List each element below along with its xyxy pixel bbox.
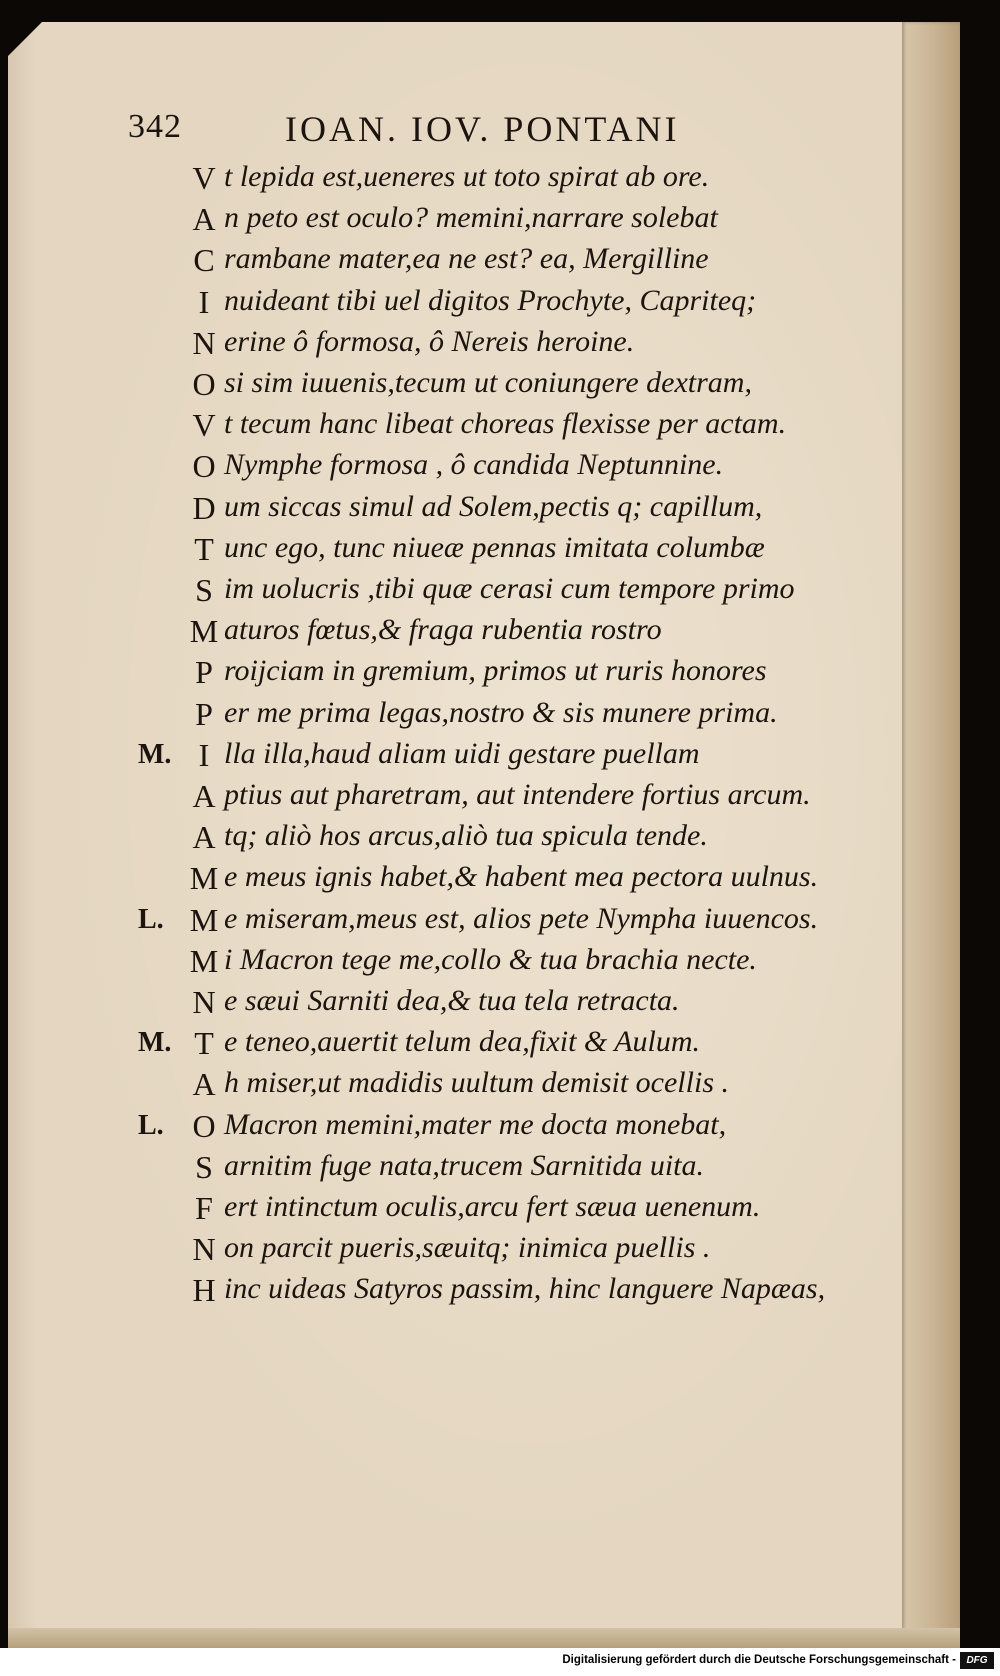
verse-text: aturos fœtus,& fraga rubentia rostro bbox=[224, 613, 662, 647]
verse-initial: I bbox=[198, 736, 210, 773]
verse-line bbox=[0, 572, 900, 612]
verse-text: er me prima legas,nostro & sis munere prima. bbox=[224, 695, 778, 729]
speaker-mark: M. bbox=[138, 738, 172, 770]
verse-line bbox=[0, 860, 900, 900]
verse-line bbox=[0, 160, 900, 200]
verse-line bbox=[0, 819, 900, 859]
verse-text: si sim iuuenis,tecum ut coniungere dextram, bbox=[224, 366, 752, 399]
speaker-mark: L. bbox=[138, 1109, 164, 1141]
verse-line bbox=[0, 1231, 900, 1271]
verse-line bbox=[0, 284, 900, 324]
verse-text: inc uideas Satyros passim, hinc languere Napæas, bbox=[224, 1272, 826, 1306]
verse-text: Macron memini,mater me docta monebat, bbox=[224, 1107, 727, 1141]
speaker-mark: L. bbox=[138, 903, 164, 935]
verse-line bbox=[0, 902, 900, 942]
verse-text: e teneo,auertit telum dea,fixit & Aulum. bbox=[224, 1025, 701, 1059]
verse-line bbox=[0, 1190, 900, 1230]
verse-text: e meus ignis habet,& habent mea pectora uulnus. bbox=[224, 860, 819, 894]
verse-text: i Macron tege me,collo & tua brachia necte. bbox=[224, 942, 757, 976]
page-fore-edge bbox=[902, 22, 960, 1648]
verse-text: nuideant tibi uel digitos Prochyte, Capriteq; bbox=[224, 283, 757, 317]
verse-line bbox=[0, 1272, 900, 1312]
verse-text: im uolucris ,tibi quæ cerasi cum tempore primo bbox=[224, 572, 795, 605]
page-bottom-edge bbox=[8, 1628, 960, 1648]
verse-text: e sæui Sarniti dea,& tua tela retracta. bbox=[224, 984, 680, 1017]
verse-initial: M bbox=[189, 901, 219, 938]
verse-initial: T bbox=[194, 530, 214, 567]
verse-initial: D bbox=[192, 489, 216, 526]
verse-line bbox=[0, 325, 900, 365]
verse-line bbox=[0, 1108, 900, 1148]
verse-line bbox=[0, 943, 900, 983]
verse-initial: F bbox=[195, 1190, 213, 1226]
verse-line bbox=[0, 696, 900, 736]
verse-initial: N bbox=[192, 984, 216, 1020]
verse-initial: T bbox=[194, 1025, 214, 1062]
verse-line bbox=[0, 490, 900, 530]
verse-text: unc ego, tunc niueæ pennas imitata columbæ bbox=[224, 530, 765, 564]
verse-text: roijciam in gremium, primos ut ruris honores bbox=[224, 654, 767, 688]
page-number: 342 bbox=[128, 108, 182, 145]
page-corner-damage bbox=[8, 22, 42, 56]
verse-text: t lepida est,ueneres ut toto spirat ab ore. bbox=[224, 160, 710, 193]
verse-text: lla illa,haud aliam uidi gestare puellam bbox=[224, 736, 700, 770]
verse-line bbox=[0, 737, 900, 777]
verse-initial: M bbox=[189, 613, 219, 650]
verse-initial: O bbox=[192, 1107, 216, 1144]
funding-credit: Digitalisierung gefördert durch die Deutsche Forschungsgemeinschaft - bbox=[562, 1654, 956, 1666]
verse-initial: O bbox=[192, 448, 216, 485]
verse-line bbox=[0, 366, 900, 406]
verse-text: rambane mater,ea ne est? ea, Mergilline bbox=[224, 242, 709, 276]
verse-text: e miseram,meus est, alios pete Nympha iuuencos. bbox=[224, 901, 819, 935]
verse-line bbox=[0, 448, 900, 488]
verse-initial: S bbox=[195, 1148, 213, 1185]
verse-initial: V bbox=[192, 407, 216, 444]
verse-text: erine ô formosa, ô Nereis heroine. bbox=[224, 324, 635, 358]
verse-initial: A bbox=[192, 778, 216, 814]
verse-text: um siccas simul ad Solem,pectis q; capillum, bbox=[224, 489, 763, 523]
digitization-footer bbox=[0, 1648, 1000, 1676]
verse-line bbox=[0, 1025, 900, 1065]
verse-line bbox=[0, 613, 900, 653]
verse-line bbox=[0, 1149, 900, 1189]
verse-initial: V bbox=[192, 160, 216, 196]
verse-initial: A bbox=[192, 819, 216, 856]
verse-text: Nymphe formosa , ô candida Neptunnine. bbox=[224, 448, 724, 482]
verse-text: ert intinctum oculis,arcu fert sæua uenenum. bbox=[224, 1190, 761, 1223]
verse-text: ptius aut pharetram, aut intendere fortius arcum. bbox=[224, 778, 811, 811]
verse-line bbox=[0, 984, 900, 1024]
verse-initial: M bbox=[189, 860, 219, 897]
verse-line bbox=[0, 1066, 900, 1106]
verse-line bbox=[0, 242, 900, 282]
verse-line bbox=[0, 407, 900, 447]
verse-initial: P bbox=[195, 654, 213, 691]
speaker-mark: M. bbox=[138, 1027, 172, 1059]
verse-initial: N bbox=[192, 324, 216, 361]
verse-initial: H bbox=[192, 1272, 216, 1309]
dfg-logo: DFG bbox=[960, 1652, 994, 1669]
verse-line bbox=[0, 531, 900, 571]
verse-text: t tecum hanc libeat choreas flexisse per actam. bbox=[224, 407, 787, 441]
verse-initial: M bbox=[189, 942, 219, 979]
verse-initial: O bbox=[192, 366, 216, 402]
verse-text: n peto est oculo? memini,narrare solebat bbox=[224, 201, 718, 235]
verse-initial: A bbox=[192, 201, 216, 238]
verse-text: arnitim fuge nata,trucem Sarnitida uita. bbox=[224, 1148, 704, 1182]
verse-text: on parcit pueris,sæuitq; inimica puellis . bbox=[224, 1231, 711, 1265]
verse-line bbox=[0, 201, 900, 241]
verse-initial: P bbox=[195, 695, 213, 732]
verse-text: tq; aliò hos arcus,aliò tua spicula tende. bbox=[224, 819, 708, 853]
verse-initial: S bbox=[195, 572, 213, 608]
verse-line bbox=[0, 778, 900, 818]
running-head: IOAN. IOV. PONTANI bbox=[285, 109, 680, 149]
verse-line bbox=[0, 654, 900, 694]
verse-initial: I bbox=[198, 283, 210, 320]
verse-initial: A bbox=[192, 1066, 216, 1103]
verse-text: h miser,ut madidis uultum demisit ocellis . bbox=[224, 1066, 729, 1100]
verse-initial: N bbox=[192, 1231, 216, 1268]
verse-initial: C bbox=[193, 242, 215, 279]
